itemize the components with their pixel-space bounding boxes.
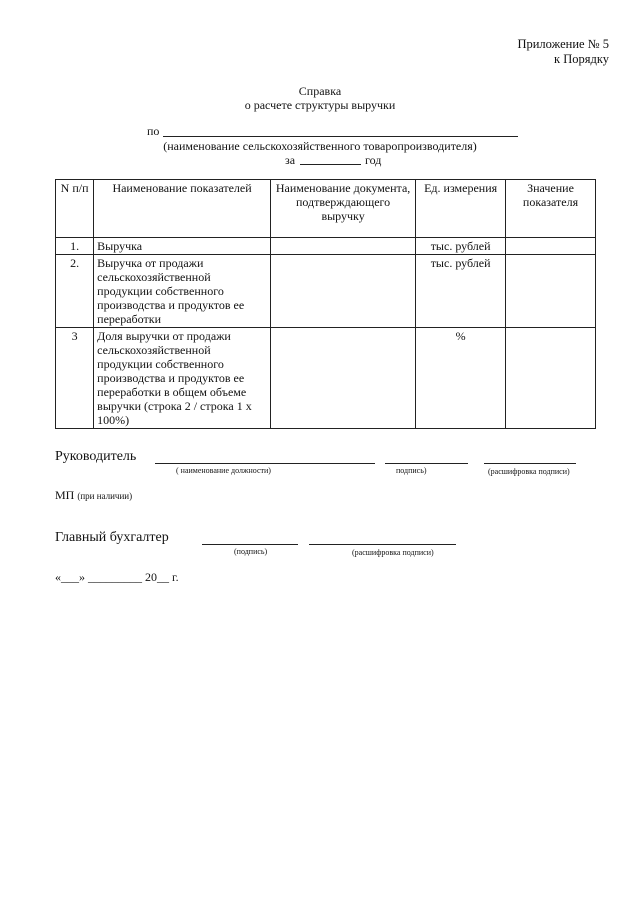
head-position-field[interactable] [155,463,375,464]
document-title: Справка [298,84,342,98]
row-unit: тыс. рублей [416,238,506,255]
accountant-label: Главный бухгалтер [55,530,169,545]
head-signature-caption: подпись) [396,466,427,475]
row-num: 1. [56,238,94,255]
row-indicator: Выручка [94,238,271,255]
year-field[interactable] [300,164,361,165]
table-row [56,238,596,255]
accountant-signature-caption: (подпись) [234,547,268,556]
document-subtitle: о расчете структуры выручки [244,98,396,112]
row-indicator: Выручка от продажи сельскохозяйственной продукции собственного производства и продуктов ее переработки [94,255,271,328]
accountant-decoding-caption: (расшифровка подписи) [352,548,434,557]
header-unit: Ед. измерения [416,180,506,238]
row-num: 2. [56,255,94,328]
mp-label: МП [55,488,75,502]
mp-note: (при наличии) [77,491,133,501]
head-label: Руководитель [55,449,137,464]
za-label: за [285,153,296,167]
stamp-place [55,488,132,503]
row-document[interactable] [270,328,415,429]
appendix-number: Приложение № 5 [517,37,609,51]
table-row [56,255,596,328]
year-label: год [365,153,382,167]
row-document[interactable] [270,255,415,328]
table-row [56,328,596,429]
head-decoding-field[interactable] [484,463,576,464]
row-value[interactable] [506,328,596,429]
header-document: Наименование документа, подтверждающего выручку [270,180,415,238]
row-document[interactable] [270,238,415,255]
head-position-caption: ( наименование должности) [176,466,271,475]
producer-caption: (наименование сельскохозяйственного товаропроизводителя) [163,139,477,153]
row-indicator: Доля выручки от продажи сельскохозяйственной продукции собственного производства и продуктов ее переработки в общем объеме выручки (строка 2 / строка 1 х 100%) [94,328,271,429]
row-value[interactable] [506,255,596,328]
header-num: N п/п [56,180,94,238]
row-value[interactable] [506,238,596,255]
header-indicator: Наименование показателей [94,180,271,238]
revenue-structure-table [55,179,596,429]
row-num: 3 [56,328,94,429]
date-line[interactable]: «___» _________ 20__ г. [55,570,179,584]
appendix-order: к Порядку [554,52,609,66]
producer-name-field[interactable] [163,136,518,137]
accountant-decoding-field[interactable] [309,544,456,545]
accountant-signature-field[interactable] [202,544,298,545]
row-unit: % [416,328,506,429]
appendix-reference [517,37,609,67]
table-header-row [56,180,596,238]
head-decoding-caption: (расшифровка подписи) [488,467,570,476]
row-unit: тыс. рублей [416,255,506,328]
header-value: Значение показателя [506,180,596,238]
po-label: по [147,124,160,138]
head-signature-field[interactable] [385,463,468,464]
